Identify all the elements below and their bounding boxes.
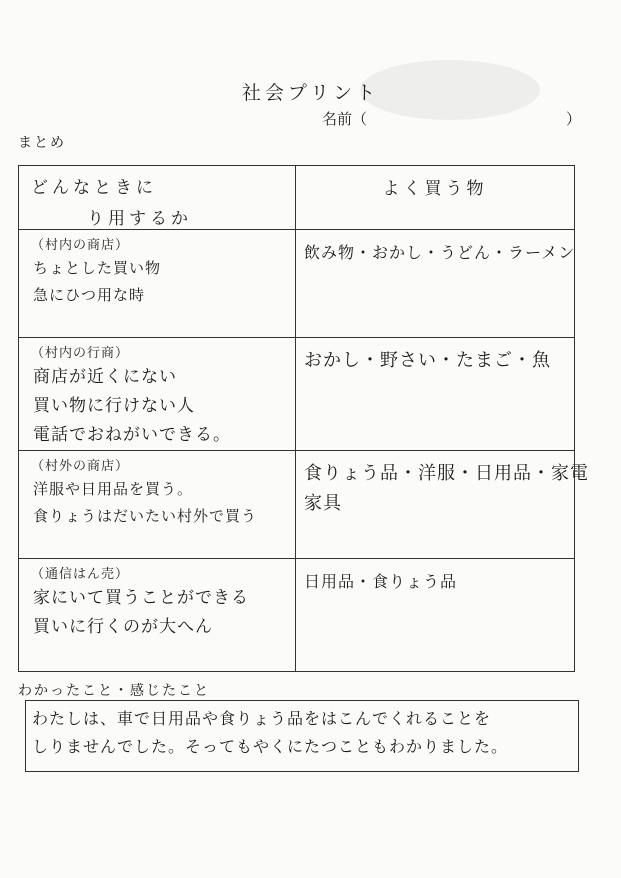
- handwritten-line: 買いに行くのが大へん: [33, 617, 213, 637]
- reason-text: [33, 363, 295, 450]
- summary-label: まとめ: [18, 135, 66, 151]
- reason-cell: [19, 230, 296, 338]
- summary-table: [18, 165, 589, 672]
- findings-label: わかったこと・感じたこと: [18, 683, 210, 699]
- col1-header: [19, 166, 296, 230]
- handwritten-line: 日用品・食りょう品: [304, 572, 458, 591]
- handwritten-line: しりませんでした。そってもやくにたつこともわかりました。: [32, 737, 509, 756]
- category-label: （通信はん売）: [31, 567, 130, 582]
- col2-header: [296, 166, 575, 230]
- reason-text: [33, 476, 295, 530]
- items-text: [304, 459, 589, 519]
- category-label: （村内の行商）: [31, 346, 130, 361]
- items-cell: [296, 559, 575, 672]
- name-close-paren: ）: [566, 110, 582, 128]
- reason-cell: [19, 451, 296, 559]
- items-cell: [296, 338, 575, 451]
- reason-cell: [19, 559, 296, 672]
- handwritten-line: おかし・野さい・たまご・魚: [304, 350, 551, 371]
- table-row: [19, 451, 575, 559]
- handwritten-line: 家にいて買うことができる: [33, 588, 249, 608]
- handwritten-line: 買い物に行けない人: [33, 396, 195, 416]
- items-cell: [296, 230, 575, 338]
- table-row: [19, 230, 575, 338]
- name-label: 名前（: [322, 110, 368, 128]
- reason-text: [33, 584, 295, 642]
- items-cell: [296, 451, 589, 559]
- reason-text: [33, 255, 295, 309]
- reason-cell: [19, 338, 296, 451]
- name-field: [322, 108, 592, 129]
- handwritten-line: 商店が近くにない: [33, 367, 177, 387]
- findings-box: [25, 700, 579, 772]
- handwritten-line: 家具: [304, 493, 342, 514]
- handwritten-line: 洋服や日用品を買う。: [33, 480, 194, 498]
- handwritten-line: ちょとした買い物: [33, 259, 162, 277]
- table-header-row: [19, 166, 575, 230]
- col1-header-line1: どんなときに: [31, 178, 157, 198]
- items-text: [304, 238, 574, 268]
- col1-header-line2: り用するか: [87, 209, 192, 229]
- table-row: [19, 559, 575, 672]
- page-title: 社会プリント: [241, 82, 380, 104]
- items-text: [304, 567, 574, 597]
- handwritten-line: 急にひつ用な時: [33, 286, 146, 304]
- handwritten-line: 飲み物・おかし・うどん・ラーメン: [304, 243, 576, 262]
- col2-header-text: よく買う物: [382, 179, 488, 199]
- category-label: （村外の商店）: [31, 459, 130, 474]
- handwritten-line: わたしは、車で日用品や食りょう品をはこんでくれることを: [32, 709, 492, 728]
- items-text: [304, 346, 574, 376]
- category-label: （村内の商店）: [31, 238, 130, 253]
- handwritten-line: 食りょう品・洋服・日用品・家電: [304, 463, 589, 484]
- handwritten-line: 電話でおねがいできる。: [33, 425, 231, 445]
- findings-text: [26, 705, 578, 761]
- table-row: [19, 338, 575, 451]
- handwritten-line: 食りょうはだいたい村外で買う: [33, 507, 258, 525]
